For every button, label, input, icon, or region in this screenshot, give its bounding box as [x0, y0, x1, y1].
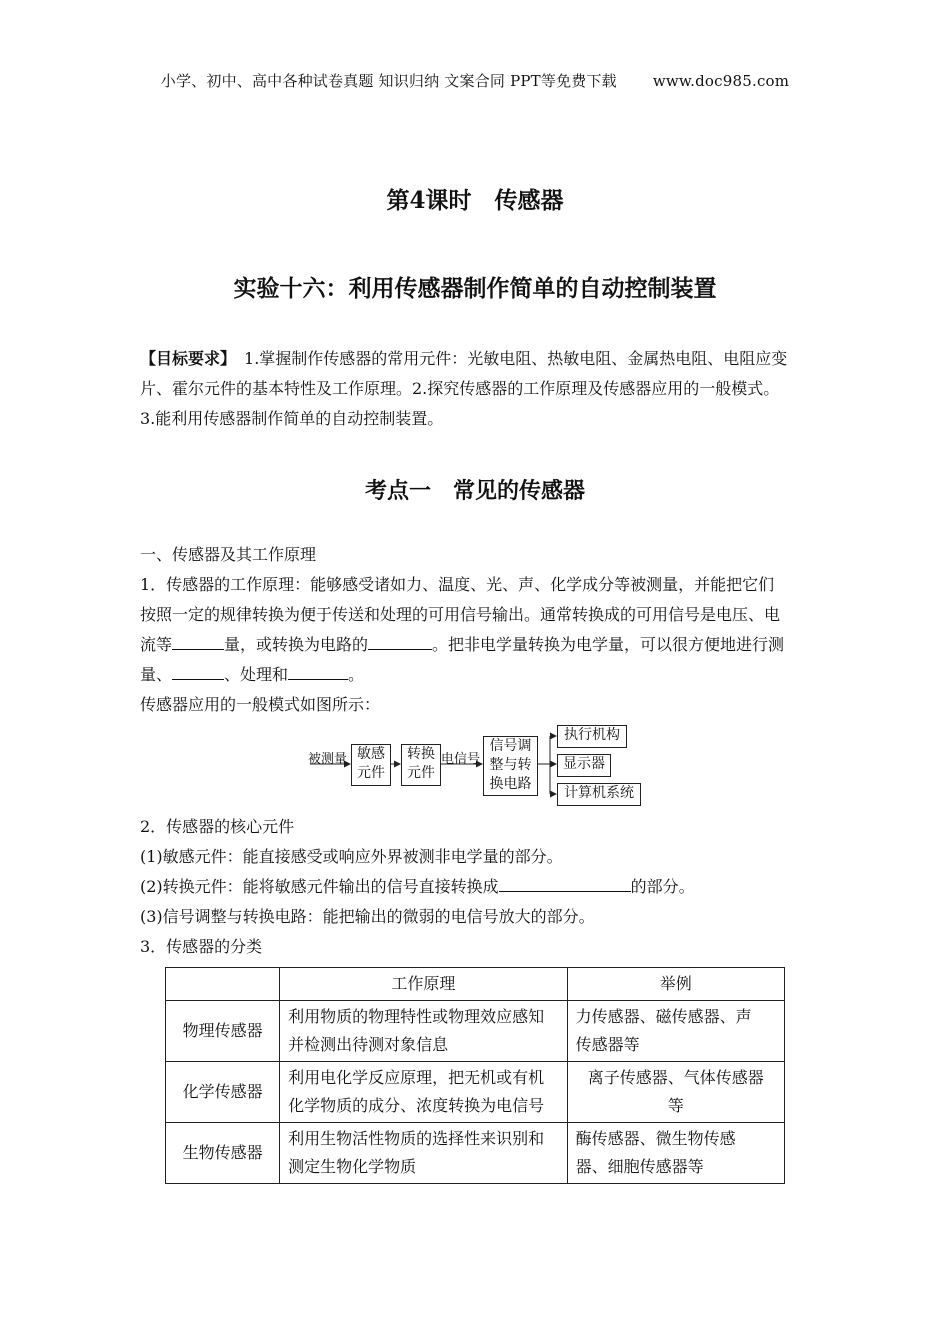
objectives-line-3: 3.能利用传感器制作简单的自动控制装置。 [140, 409, 444, 428]
part1-heading: 一、传感器及其工作原理 [140, 545, 317, 564]
fill-blank[interactable] [368, 631, 432, 650]
table-row [166, 1123, 785, 1184]
part1-para-line-4: 量、 、处理和 。 [140, 660, 812, 690]
objectives-label: 【目标要求】 [140, 349, 237, 368]
fill-blank[interactable] [499, 873, 631, 892]
table-header-cell [166, 968, 280, 1001]
part1-para-line-2: 按照一定的规律转换为便于传送和处理的可用信号输出。通常转换成的可用信号是电压、电 [140, 605, 781, 624]
table-row [166, 1062, 785, 1123]
part2-item-3: (3)信号调整与转换电路：能把输出的微弱的电信号放大的部分。 [140, 907, 595, 926]
example-cell: 酶传感器、微生物传感 器、细胞传感器等 [567, 1123, 784, 1184]
sensor-classification-table [165, 967, 785, 1184]
signal-label: 电信号 [441, 752, 481, 767]
sensor-type-cell: 化学传感器 [166, 1062, 280, 1123]
sensor-flow-diagram [300, 720, 650, 808]
principle-cell: 利用物质的物理特性或物理效应感知 并检测出待测对象信息 [280, 1001, 567, 1062]
table-header-cell: 工作原理 [280, 968, 567, 1001]
fill-blank[interactable] [172, 631, 224, 650]
fill-blank[interactable] [172, 661, 224, 680]
table-header-cell: 举例 [567, 968, 784, 1001]
diagram-intro: 传感器应用的一般模式如图所示： [140, 695, 381, 714]
part1-para-line-3: 流等 量，或转换为电路的 。把非电学量转换为电学量，可以很方便地进行测 [140, 630, 812, 660]
output-computer-box: 计算机系统 [557, 783, 641, 806]
part2-item-2: (2)转换元件：能将敏感元件输出的信号直接转换成 的部分。 [140, 872, 812, 902]
input-label: 被测量 [308, 752, 348, 767]
table-row [166, 1001, 785, 1062]
principle-cell: 利用电化学反应原理，把无机或有机 化学物质的成分、浓度转换为电信号 [280, 1062, 567, 1123]
example-cell: 力传感器、磁传感器、声 传感器等 [567, 1001, 784, 1062]
fill-blank[interactable] [288, 661, 348, 680]
objectives-line-1: 【目标要求】 1.掌握制作传感器的常用元件：光敏电阻、热敏电阻、金属热电阻、电阻应变 [140, 349, 788, 368]
section-title: 考点一 常见的传感器 [364, 478, 585, 504]
header-site-link[interactable]: www.doc985.com [652, 72, 790, 90]
page-header [0, 70, 950, 91]
part2-heading: 2．传感器的核心元件 [140, 817, 295, 836]
example-cell: 离子传感器、气体传感器 等 [567, 1062, 784, 1123]
sensor-type-cell: 物理传感器 [166, 1001, 280, 1062]
conversion-element-box: 转换 元件 [401, 744, 441, 786]
part3-heading: 3．传感器的分类 [140, 937, 263, 956]
conditioning-circuit-box: 信号调 整与转 换电路 [483, 736, 538, 796]
sensor-type-cell: 生物传感器 [166, 1123, 280, 1184]
sensing-element-box: 敏感 元件 [351, 744, 391, 786]
output-display-box: 显示器 [557, 754, 611, 777]
lesson-title: 第4课时 传感器 [386, 187, 564, 214]
objectives-line-2: 片、霍尔元件的基本特性及工作原理。2.探究传感器的工作原理及传感器应用的一般模式。 [140, 379, 780, 398]
part1-para-line-1: 1．传感器的工作原理：能够感受诸如力、温度、光、声、化学成分等被测量，并能把它们 [140, 575, 775, 594]
output-actuator-box: 执行机构 [557, 725, 627, 748]
principle-cell: 利用生物活性物质的选择性来识别和 测定生物化学物质 [280, 1123, 567, 1184]
header-text: 小学、初中、高中各种试卷真题 知识归纳 文案合同 PPT等免费下载 [160, 72, 617, 90]
experiment-title: 实验十六：利用传感器制作简单的自动控制装置 [233, 275, 717, 302]
part2-item-1: (1)敏感元件：能直接感受或响应外界被测非电学量的部分。 [140, 847, 563, 866]
table-header-row [166, 968, 785, 1001]
